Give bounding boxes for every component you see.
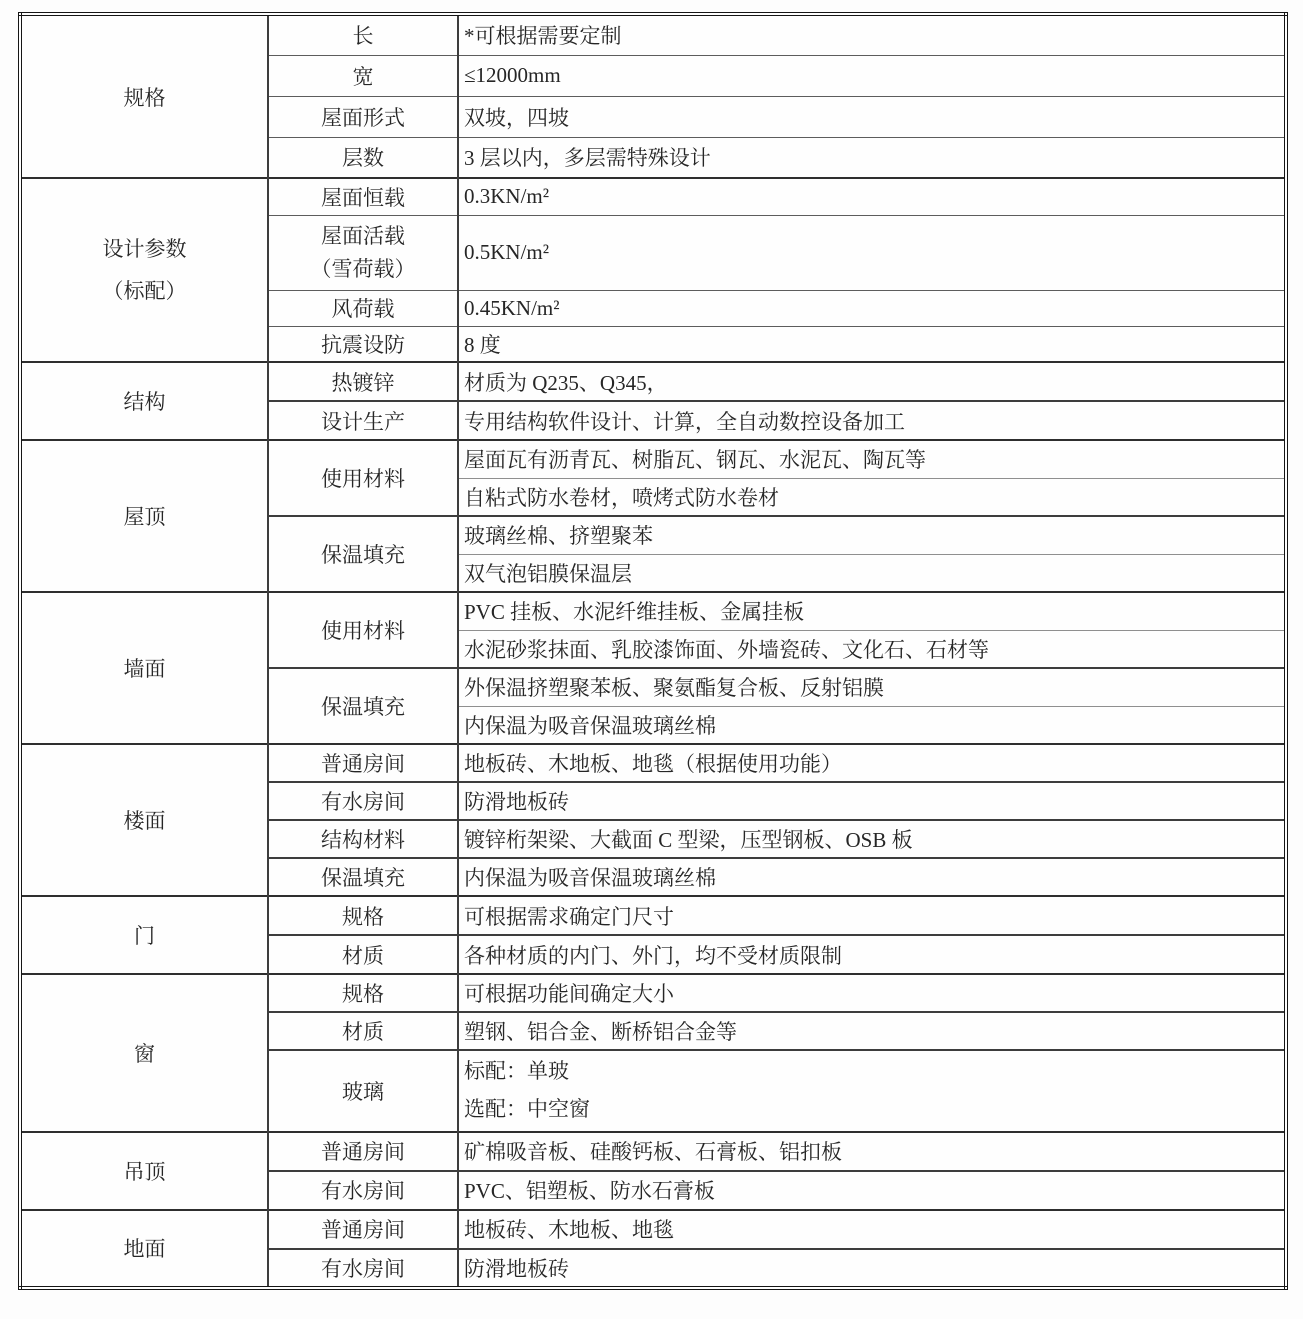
house-spec-table: [18, 12, 1288, 1290]
subcategory-label: 普通房间: [321, 752, 405, 776]
value-cell: [458, 820, 1286, 858]
category-label: 结构: [123, 390, 166, 414]
category-label: 地面: [123, 1237, 166, 1262]
value-text: 8 度: [464, 332, 501, 357]
table-row: [20, 744, 1286, 782]
value-cell: [458, 706, 1286, 744]
value-text: 防滑地板砖: [464, 790, 569, 814]
value-cell: [458, 401, 1286, 440]
subcategory-label: 保温填充: [321, 866, 405, 890]
value-text: 水泥砂浆抹面、乳胶漆饰面、外墙瓷砖、文化石、石材等: [464, 637, 989, 662]
subcategory-label: 抗震设防: [321, 332, 405, 357]
value-text: *可根据需要定制: [464, 24, 622, 49]
subcategory-label: 普通房间: [321, 1140, 405, 1165]
value-text: 地板砖、木地板、地毯（根据使用功能）: [464, 752, 842, 776]
table-row: [20, 896, 1286, 935]
subcategory-line: 屋面活载: [321, 223, 405, 248]
subcategory-cell: [268, 935, 458, 974]
value-text: 玻璃丝棉、挤塑聚苯: [464, 524, 653, 549]
value-text: 0.45KN/m²: [464, 295, 560, 320]
value-cell: [458, 1012, 1286, 1050]
subcategory-label: 设计生产: [321, 409, 405, 434]
value-cell: [458, 1210, 1286, 1249]
category-cell: [20, 440, 268, 592]
subcategory-label: 规格: [342, 904, 384, 929]
value-cell: [458, 362, 1286, 401]
subcategory-label: 宽: [352, 64, 374, 89]
value-cell: [458, 516, 1286, 554]
subcategory-cell: [268, 326, 458, 362]
value-cell: [458, 744, 1286, 782]
value-text: 防滑地板砖: [464, 1256, 569, 1281]
subcategory-cell: [268, 440, 458, 516]
subcategory-label: 风荷载: [331, 297, 395, 321]
subcategory-cell: [268, 1050, 458, 1132]
subcategory-label: 材质: [342, 943, 384, 968]
category-label: 门: [134, 924, 155, 948]
subcategory-cell: [268, 858, 458, 896]
subcategory-label: [269, 220, 457, 285]
value-cell: [458, 935, 1286, 974]
value-cell: [458, 440, 1286, 478]
category-label: 屋顶: [123, 505, 166, 529]
table-row: [20, 440, 1286, 478]
value-cell: [458, 592, 1286, 630]
subcategory-cell: [268, 744, 458, 782]
category-cell: [20, 744, 268, 896]
subcategory-label: 材质: [342, 1020, 384, 1044]
value-text: 镀锌桁架梁、大截面 C 型梁，压型钢板、OSB 板: [464, 828, 913, 852]
subcategory-cell: [268, 14, 458, 55]
subcategory-cell: [268, 1210, 458, 1249]
value-cell: [458, 137, 1286, 178]
value-text: 可根据功能间确定大小: [464, 982, 674, 1006]
category-cell: [20, 14, 268, 178]
subcategory-cell: [268, 1132, 458, 1171]
value-text: 0.5KN/m²: [464, 240, 550, 264]
value-text: 双气泡铝膜保温层: [464, 561, 632, 586]
spec-table-container: [18, 12, 1288, 1290]
value-text: 屋面瓦有沥青瓦、树脂瓦、钢瓦、水泥瓦、陶瓦等: [464, 448, 926, 473]
value-text: 各种材质的内门、外门，均不受材质限制: [464, 943, 842, 968]
value-text: 地板砖、木地板、地毯: [464, 1218, 674, 1243]
subcategory-cell: [268, 1171, 458, 1210]
table-row: [20, 362, 1286, 401]
table-row: [20, 14, 1286, 55]
category-label: 吊顶: [123, 1159, 166, 1184]
subcategory-cell: [268, 401, 458, 440]
subcategory-label: 有水房间: [321, 1256, 405, 1281]
subcategory-cell: [268, 55, 458, 96]
value-line: 选配：中空窗: [464, 1096, 590, 1121]
value-cell: [458, 554, 1286, 592]
subcategory-cell: [268, 137, 458, 178]
category-cell: [20, 592, 268, 744]
value-text: 外保温挤塑聚苯板、聚氨酯复合板、反射铝膜: [464, 676, 884, 701]
subcategory-cell: [268, 974, 458, 1012]
subcategory-cell: [268, 290, 458, 326]
subcategory-cell: [268, 668, 458, 744]
category-label: 楼面: [123, 809, 166, 833]
subcategory-label: 玻璃: [342, 1079, 384, 1104]
subcategory-line: （雪荷载）: [310, 256, 416, 281]
value-cell: [458, 55, 1286, 96]
value-text: 塑钢、铝合金、断桥铝合金等: [464, 1020, 737, 1044]
subcategory-label: 层数: [342, 146, 384, 171]
table-row: [20, 1132, 1286, 1171]
subcategory-cell: [268, 896, 458, 935]
value-text: 专用结构软件设计、计算，全自动数控设备加工: [464, 409, 905, 434]
value-text: 内保温为吸音保温玻璃丝棉: [464, 866, 716, 890]
value-text: PVC、铝塑板、防水石膏板: [464, 1179, 715, 1204]
value-cell: [458, 178, 1286, 215]
value-cell: [458, 974, 1286, 1012]
category-label: 规格: [123, 85, 166, 110]
table-row: [20, 592, 1286, 630]
value-text: [464, 1053, 1278, 1129]
subcategory-cell: [268, 1249, 458, 1288]
subcategory-label: 屋面恒载: [321, 185, 405, 210]
value-cell: [458, 290, 1286, 326]
category-label: 墙面: [123, 657, 166, 681]
value-cell: [458, 1249, 1286, 1288]
subcategory-label: 屋面形式: [321, 105, 405, 130]
value-cell: [458, 215, 1286, 290]
value-line: 标配：单玻: [464, 1059, 569, 1083]
value-cell: [458, 14, 1286, 55]
value-text: 3 层以内，多层需特殊设计: [464, 146, 711, 171]
table-row: [20, 178, 1286, 215]
value-cell: [458, 1050, 1286, 1132]
category-label: 窗: [134, 1041, 155, 1066]
subcategory-cell: [268, 178, 458, 215]
value-cell: [458, 858, 1286, 896]
value-text: 矿棉吸音板、硅酸钙板、石膏板、铝扣板: [464, 1140, 842, 1165]
value-cell: [458, 1171, 1286, 1210]
subcategory-label: 保温填充: [321, 695, 405, 719]
value-cell: [458, 326, 1286, 362]
category-label: [22, 228, 267, 312]
value-cell: [458, 896, 1286, 935]
value-text: 0.3KN/m²: [464, 184, 550, 209]
category-cell: [20, 1132, 268, 1210]
subcategory-cell: [268, 1012, 458, 1050]
subcategory-label: 长: [352, 24, 374, 49]
value-text: PVC 挂板、水泥纤维挂板、金属挂板: [464, 600, 805, 625]
category-line: 设计参数: [102, 237, 187, 261]
value-cell: [458, 478, 1286, 516]
table-row: [20, 974, 1286, 1012]
value-text: 自粘式防水卷材，喷烤式防水卷材: [464, 485, 779, 510]
value-cell: [458, 1132, 1286, 1171]
category-cell: [20, 896, 268, 974]
subcategory-cell: [268, 96, 458, 137]
value-cell: [458, 782, 1286, 820]
category-cell: [20, 362, 268, 440]
subcategory-label: 有水房间: [321, 1179, 405, 1204]
subcategory-label: 使用材料: [321, 467, 405, 491]
value-text: 双坡，四坡: [464, 105, 569, 130]
value-text: 内保温为吸音保温玻璃丝棉: [464, 713, 716, 738]
value-cell: [458, 668, 1286, 706]
value-text: 可根据需求确定门尺寸: [464, 904, 674, 929]
subcategory-label: 热镀锌: [331, 370, 395, 395]
subcategory-cell: [268, 592, 458, 668]
subcategory-label: 有水房间: [321, 790, 405, 814]
value-text: ≤12000mm: [464, 63, 561, 87]
value-text: 材质为 Q235、Q345，: [464, 370, 668, 395]
category-line: （标配）: [102, 279, 187, 303]
subcategory-cell: [268, 215, 458, 290]
subcategory-label: 结构材料: [321, 828, 405, 852]
category-cell: [20, 974, 268, 1132]
subcategory-cell: [268, 516, 458, 592]
subcategory-cell: [268, 820, 458, 858]
value-cell: [458, 96, 1286, 137]
table-row: [20, 1210, 1286, 1249]
subcategory-label: 保温填充: [321, 543, 405, 567]
subcategory-label: 普通房间: [321, 1218, 405, 1243]
subcategory-label: 规格: [342, 982, 384, 1006]
category-cell: [20, 1210, 268, 1288]
subcategory-label: 使用材料: [321, 619, 405, 643]
subcategory-cell: [268, 362, 458, 401]
subcategory-cell: [268, 782, 458, 820]
category-cell: [20, 178, 268, 362]
value-cell: [458, 630, 1286, 668]
